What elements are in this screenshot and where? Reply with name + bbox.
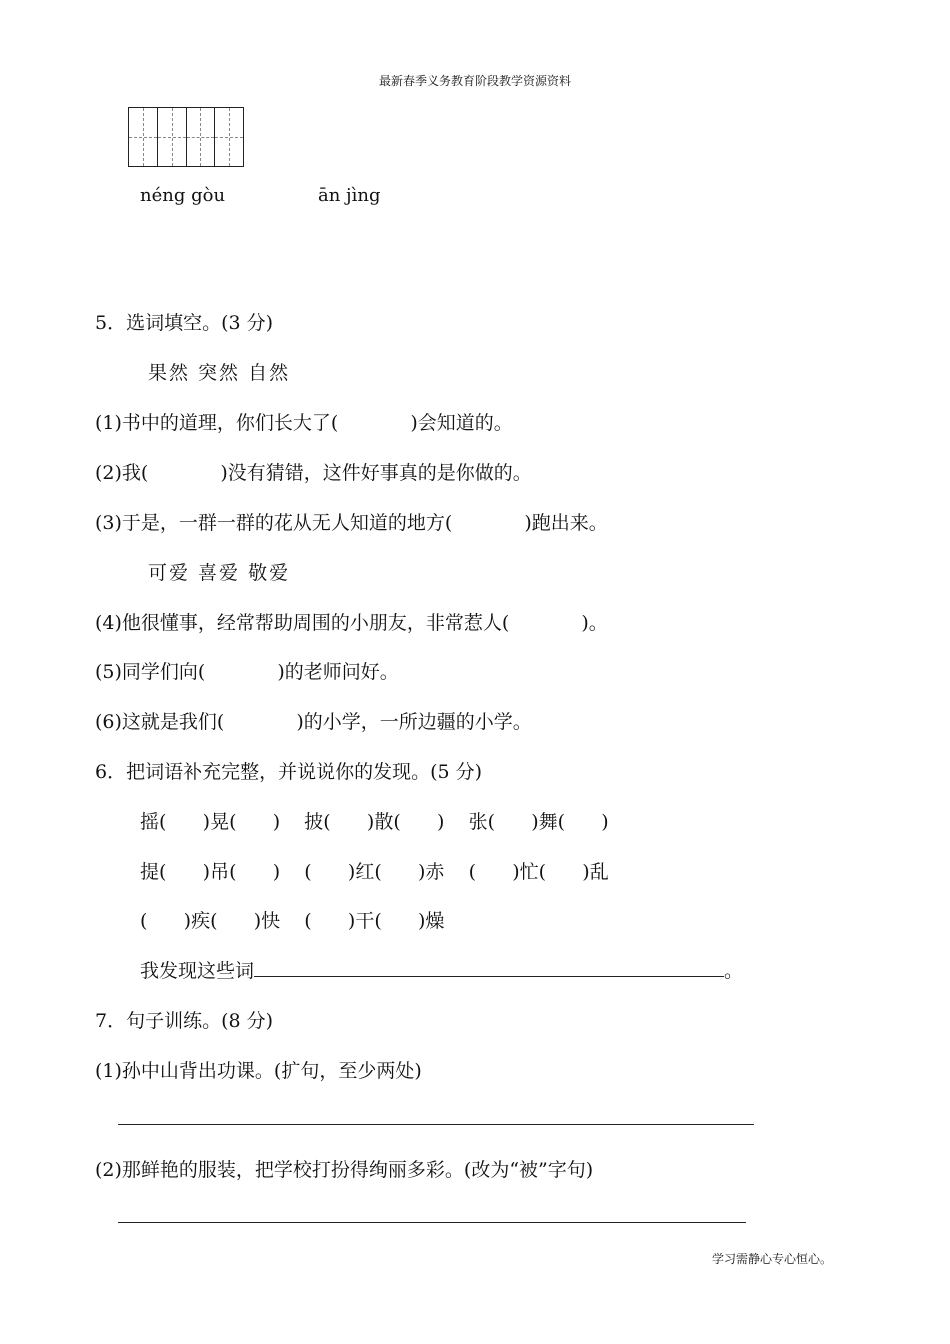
page-header: 最新春季义务教育阶段教学资源资料 (378, 74, 571, 88)
grid-cell (214, 108, 243, 166)
answer-line-2[interactable] (118, 1222, 746, 1223)
discovery-label: 我发现这些词 (140, 960, 255, 982)
grid-cell (157, 108, 186, 166)
q6-row-3[interactable]: ( )疾( )快 ( )干( )燥 (140, 910, 445, 932)
q5-options-a: 果然 突然 自然 (148, 362, 291, 384)
q7-sentence-2: (2)那鲜艳的服装，把学校打扮得绚丽多彩。(改为“被”字句) (95, 1159, 594, 1181)
writing-grid (128, 107, 244, 167)
page-footer: 学习需静心专心恒心。 (712, 1252, 833, 1266)
q6-row-1[interactable]: 摇( )晃( ) 披( )散( ) 张( )舞( ) (140, 811, 609, 833)
sentence-text: )没有猜错，这件好事真的是你做的。 (220, 462, 532, 484)
pinyin-1: néng gòu (140, 185, 226, 206)
sentence-text: )跑出来。 (524, 512, 608, 534)
sentence-text: (5)同学们向( (95, 661, 206, 683)
q5-sentence-5 (95, 657, 399, 684)
q5-title: 5．选词填空。(3 分) (95, 312, 274, 334)
grid-cell (186, 108, 215, 166)
discovery-answer-line[interactable] (254, 958, 724, 977)
q5-sentence-1 (95, 408, 513, 435)
q5-sentence-2 (95, 458, 532, 485)
q6-discovery (140, 956, 743, 983)
sentence-text: (4)他很懂事，经常帮助周围的小朋友，非常惹人( (95, 612, 510, 634)
sentence-text: (3)于是，一群一群的花从无人知道的地方( (95, 512, 453, 534)
sentence-text: )的老师问好。 (277, 661, 399, 683)
q7-title: 7．句子训练。(8 分) (95, 1010, 274, 1032)
q6-row-2[interactable]: 提( )吊( ) ( )红( )赤 ( )忙( )乱 (140, 861, 609, 883)
answer-line-1[interactable] (118, 1124, 754, 1125)
sentence-text: )的小学，一所边疆的小学。 (296, 711, 532, 733)
grid-cell (129, 108, 157, 166)
q5-options-b: 可爱 喜爱 敬爱 (148, 562, 291, 584)
discovery-end: 。 (724, 960, 744, 982)
q6-title: 6．把词语补充完整，并说说你的发现。(5 分) (95, 761, 483, 783)
sentence-text: (2)我( (95, 462, 149, 484)
q7-sentence-1: (1)孙中山背出功课。(扩句，至少两处) (95, 1060, 422, 1082)
sentence-text: (6)这就是我们( (95, 711, 225, 733)
sentence-text: )会知道的。 (410, 412, 513, 434)
q5-sentence-4 (95, 608, 608, 635)
q5-sentence-6 (95, 707, 532, 734)
sentence-text: )。 (581, 612, 608, 634)
pinyin-2: ān jìng (318, 185, 381, 206)
q5-sentence-3 (95, 508, 608, 535)
sentence-text: (1)书中的道理，你们长大了( (95, 412, 339, 434)
